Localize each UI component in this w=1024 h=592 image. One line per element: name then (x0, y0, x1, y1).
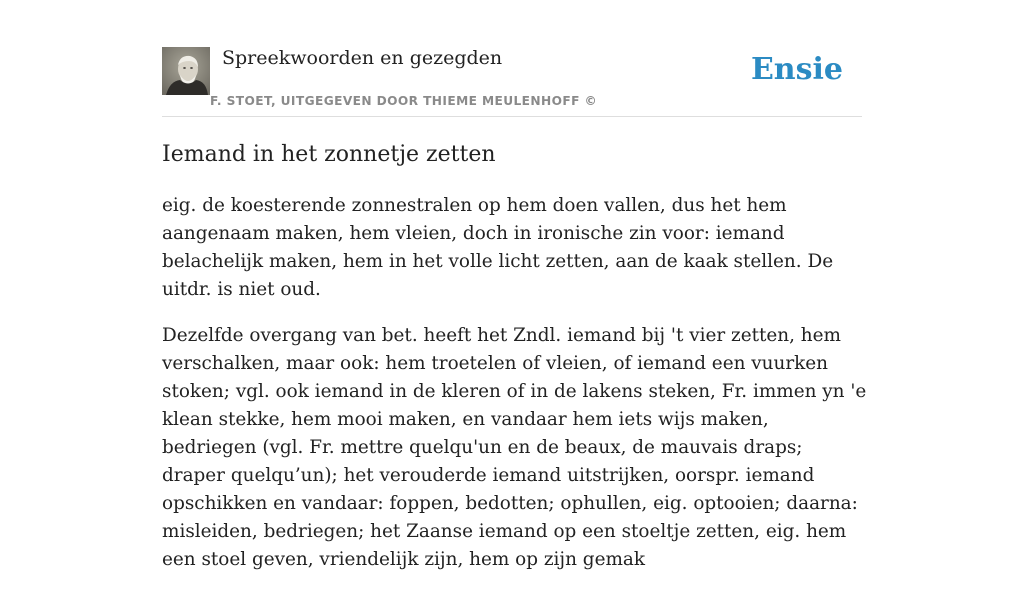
entry-body (162, 192, 868, 592)
ensie-logo[interactable]: Ensie (750, 52, 843, 87)
entry-title: Iemand in het zonnetje zetten (162, 142, 496, 167)
entry-paragraph: eig. de koesterende zonnestralen op hem doen vallen, dus het hem aangenaam maken, hem vleien, doch in ironische zin voor: iemand belachelijk maken, hem in het volle licht zetten, aan de kaak stellen. De uitdr. is niet oud. (162, 195, 834, 300)
author-avatar[interactable] (162, 47, 210, 95)
source-attribution: F. STOET, UITGEGEVEN DOOR THIEME MEULENHOFF © (210, 94, 598, 108)
entry-paragraph: Dezelfde overgang van bet. heeft het Zndl. iemand bij 't vier zetten, hem verschalken, maar ook: hem troetelen of vleien, of iemand een vuurken stoken; vgl. ook iemand in de kleren of in de lakens steken, Fr. immen yn 'e klean stekke, hem mooi maken, en vandaar hem iets wijs maken, bedriegen (vgl. Fr. mettre quelqu'un en de beaux, de mauvais draps; draper quelqu’un); het verouderde iemand uitstrijken, oorspr. iemand opschikken en vandaar: foppen, bedotten; ophullen, eig. optooien; daarna: misleiden, bedriegen; het Zaanse iemand op een stoeltje zetten, eig. hem een stoel geven, vriendelijk zijn, hem op zijn gemak (162, 325, 867, 570)
source-title[interactable]: Spreekwoorden en gezegden (222, 47, 503, 69)
source-header (162, 46, 862, 117)
